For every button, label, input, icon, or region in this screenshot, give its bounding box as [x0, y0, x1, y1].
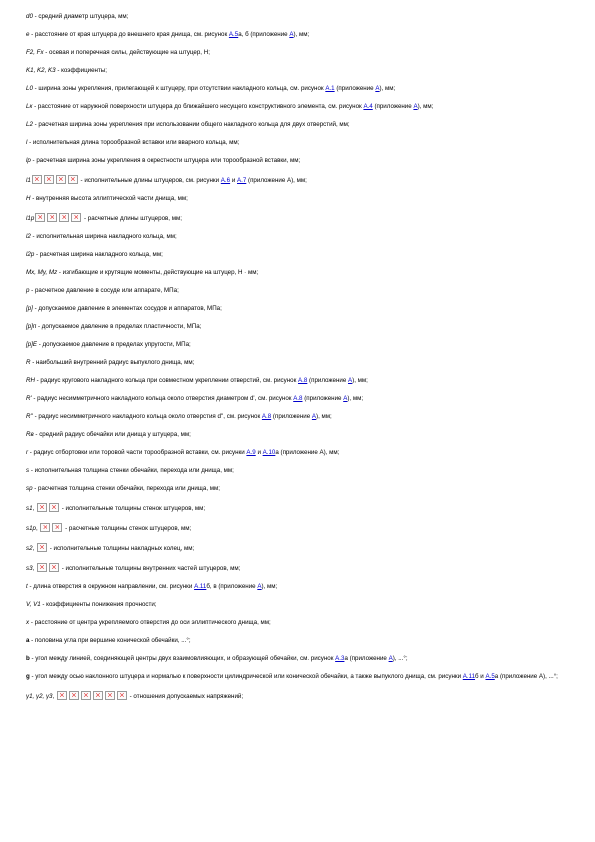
broken-image-icon — [71, 213, 81, 222]
symbol: V, V1 — [26, 601, 41, 608]
symbol: Mx, My, Mz — [26, 269, 58, 276]
symbol: L2 — [26, 121, 33, 128]
def-lp — [26, 157, 574, 165]
figure-link[interactable]: А.7 — [237, 177, 247, 184]
definition-text: - расчетная ширина накладного кольца, мм; — [34, 251, 163, 258]
broken-image-icon — [47, 213, 57, 222]
def-forces — [26, 49, 574, 57]
broken-image-icon — [32, 175, 42, 184]
def-l2 — [26, 121, 574, 129]
definition-text: - средний диаметр штуцера, мм; — [32, 13, 129, 20]
symbol: L0 — [26, 85, 33, 92]
symbol: d0 — [26, 13, 33, 20]
broken-image-icon — [57, 691, 67, 700]
definition-text: - расчетная толщина стенки обечайки, перехода или днища, мм; — [32, 485, 221, 492]
definition-text: - радиус отбортовки или торовой части торообразной вставки, см. рисунки — [28, 449, 247, 456]
def-k — [26, 67, 574, 75]
appendix-link[interactable]: А — [348, 377, 353, 384]
def-r1 — [26, 395, 574, 403]
figure-link[interactable]: А.1 — [325, 85, 335, 92]
broken-image-icon — [105, 691, 115, 700]
figure-link[interactable]: А.8 — [298, 377, 308, 384]
def-s3: s3, - исполнительные толщины внутренних частей штуцеров, мм; — [26, 565, 241, 572]
definition-text: - исполнительная длина торообразной вставки или вварного кольца, мм; — [27, 139, 240, 146]
def-l1p — [26, 213, 574, 223]
definition-text: - коэффициенты; — [55, 67, 107, 74]
broken-image-icon — [59, 213, 69, 222]
def-v — [26, 601, 574, 609]
def-gamma-ratios: γ1, γ2, γ3, - отношения допускаемых напряжений; — [26, 693, 244, 700]
definition-text: - исполнительные толщины накладных колец, мм; — [48, 545, 195, 552]
definition-text: - расчетное давление в сосуде или аппарате, МПа; — [29, 287, 179, 294]
symbol: R'' — [26, 413, 33, 420]
symbol: l2 — [26, 233, 31, 240]
definition-text: - половина угла при вершине конической обечайки, ...°; — [29, 637, 191, 644]
symbol: sр — [26, 485, 33, 492]
definition-text: ), ...°; — [392, 655, 408, 662]
symbol: R' — [26, 395, 32, 402]
symbol: s2 — [26, 545, 33, 552]
definition-text: (приложение — [302, 395, 344, 402]
definition-text: б, в (приложение — [206, 583, 258, 590]
definition-text: - изгибающие и крутящие моменты, действующие на штуцер, Н · мм; — [57, 269, 259, 276]
definition-text: ), мм; — [261, 583, 278, 590]
symbol: l2р — [26, 251, 35, 258]
figure-link[interactable]: А.3 — [335, 655, 345, 662]
symbol: Rв — [26, 431, 34, 438]
broken-image-icon — [117, 691, 127, 700]
def-x — [26, 619, 574, 627]
def-p-elast — [26, 341, 574, 349]
symbol: F2, Fx — [26, 49, 44, 56]
definition-text: (приложение — [334, 85, 376, 92]
figure-link[interactable]: А.8 — [261, 413, 272, 420]
definition-text: - средний радиус обечайки или днища у штуцера, мм; — [33, 431, 191, 438]
definition-text: - расчетная ширина зоны укрепления в окрестности штуцера или торообразной вставки, мм; — [30, 157, 301, 164]
broken-image-icon — [35, 213, 45, 222]
symbol: H — [26, 195, 31, 202]
definition-text: (приложение — [307, 377, 349, 384]
definition-text: и — [255, 449, 263, 456]
definition-text: ), мм; — [347, 395, 364, 402]
def-l0 — [26, 85, 574, 93]
definition-text: а (приложение А), ...°; — [494, 673, 558, 680]
appendix-link[interactable]: А — [257, 583, 262, 590]
definition-text: ), мм; — [417, 103, 434, 110]
definition-text: - угол между линией, соединяющей центры двух взаимовлияющих, и образующей обечайки, см. рисунок — [29, 655, 336, 662]
symbol: t — [26, 583, 28, 590]
symbol: x — [26, 619, 30, 626]
symbol: lр — [26, 157, 31, 164]
definition-text: - осевая и поперечная силы, действующие на штуцер, Н; — [43, 49, 210, 56]
symbol: l1р — [26, 215, 35, 222]
definition-text: - угол между осью наклонного штуцера и нормалью к поверхности цилиндрической или конической обечайки, а также выпуклого днища, см. рисунки — [29, 673, 463, 680]
appendix-link[interactable]: А — [388, 655, 393, 662]
figure-link[interactable]: А.11 — [462, 673, 476, 680]
symbol: s — [26, 467, 30, 474]
def-r — [26, 449, 574, 457]
symbol: r — [26, 449, 29, 456]
definition-text: - допускаемое давление в элементах сосудов и аппаратов, МПа; — [32, 305, 222, 312]
symbol: a — [26, 637, 30, 644]
symbol: g — [26, 673, 30, 680]
broken-image-icon — [37, 503, 47, 512]
definition-text: ), мм; — [293, 31, 310, 38]
appendix-link[interactable]: А — [375, 85, 380, 92]
def-s1: s1, - исполнительные толщины стенок штуцеров, мм; — [26, 505, 206, 512]
definition-text: - допускаемое давление в пределах пластичности, МПа; — [36, 323, 202, 330]
figure-link[interactable]: А.5 — [485, 673, 495, 680]
def-s1p: s1р, - расчетные толщины стенок штуцеров, мм; — [26, 525, 192, 532]
definition-text: - радиус несимметричного накладного кольца около отверстия диаметром d', см. рисунок — [31, 395, 294, 402]
def-l — [26, 139, 574, 147]
def-l2p — [26, 251, 574, 259]
figure-link[interactable]: А.5 — [228, 31, 239, 38]
definition-text: - расчетная ширина зоны укрепления при использовании общего накладного кольца для двух отверстий, мм; — [32, 121, 350, 128]
definition-text: а, б (приложение — [238, 31, 290, 38]
figure-link[interactable]: А.9 — [246, 449, 256, 456]
def-t — [26, 583, 574, 591]
broken-image-icon — [69, 691, 79, 700]
def-l1 — [26, 175, 574, 185]
definition-text: - исполнительные толщины внутренних частей штуцеров, мм; — [60, 565, 241, 572]
symbol: s1 — [26, 505, 33, 512]
broken-image-icon — [44, 175, 54, 184]
symbol: R — [26, 359, 31, 366]
definition-text: (приложение — [271, 413, 312, 420]
definition-text: - исполнительная толщина стенки обечайки, перехода или днища, мм; — [29, 467, 234, 474]
figure-link[interactable]: А.8 — [293, 395, 303, 402]
def-alpha — [26, 637, 574, 645]
definition-text: - радиус кругового накладного кольца при совместном укреплении отверстий, см. рисунок — [34, 377, 299, 384]
def-lk — [26, 103, 574, 111]
definition-text: (приложение А), мм; — [246, 177, 307, 184]
def-d0 — [26, 13, 574, 21]
broken-image-icon — [93, 691, 103, 700]
definition-text: ), мм; — [352, 377, 368, 384]
appendix-link[interactable]: А — [289, 31, 294, 38]
figure-link[interactable]: А.6 — [220, 177, 231, 184]
definition-text: - исполнительные длины штуцеров, см. рисунки — [78, 177, 221, 184]
def-beta — [26, 655, 574, 663]
symbol: e — [26, 31, 30, 38]
def-r-max — [26, 359, 574, 367]
definition-text: б и — [475, 673, 486, 680]
def-s2: s2, - исполнительные толщины накладных колец, мм; — [26, 545, 195, 552]
broken-image-icon — [37, 543, 47, 552]
definition-text: - расчетные длины штуцеров, мм; — [82, 215, 182, 222]
definition-text: и — [230, 177, 237, 184]
symbol: RН — [26, 377, 35, 384]
figure-link[interactable]: А.4 — [363, 103, 373, 110]
definition-text: - коэффициенты понижения прочности; — [40, 601, 157, 608]
def-rh — [26, 377, 574, 385]
broken-image-icon — [49, 563, 59, 572]
appendix-link[interactable]: А — [311, 413, 317, 420]
broken-image-icon — [40, 523, 50, 532]
definition-text: - исполнительные толщины стенок штуцеров, мм; — [60, 505, 206, 512]
document-page — [26, 13, 574, 701]
broken-image-icon — [81, 691, 91, 700]
definition-text: - ширина зоны укрепления, прилегающей к штуцеру, при отсутствии накладного кольца, см. рисунок — [32, 85, 326, 92]
def-r2 — [26, 413, 574, 421]
broken-image-icon — [49, 503, 59, 512]
symbol: s3 — [26, 565, 33, 572]
definition-text: - расстояние от центра укрепляемого отверстия до оси эллиптического днища, мм; — [29, 619, 271, 626]
def-p — [26, 287, 574, 295]
figure-link[interactable]: А.10 — [262, 449, 276, 456]
symbol: [p]п — [26, 323, 37, 330]
figure-link[interactable]: А.11 — [194, 583, 207, 590]
def-e — [26, 31, 574, 39]
symbol: [p]E — [26, 341, 38, 348]
symbol: K1, K2, K3 — [26, 67, 56, 74]
symbol: b — [26, 655, 30, 662]
definition-text: - радиус несимметричного накладного кольца около отверстия d'', см. рисунок — [32, 413, 262, 420]
definition-text: - расстояние от края штуцера до внешнего края днища, см. рисунок — [29, 31, 229, 38]
broken-image-icon — [56, 175, 66, 184]
broken-image-icon — [52, 523, 62, 532]
appendix-link[interactable]: А — [413, 103, 418, 110]
definition-text: - длина отверстия в окружном направлении, см. рисунки — [27, 583, 195, 590]
def-h — [26, 195, 574, 203]
symbol: Lк — [26, 103, 33, 110]
definition-text: - расстояние от наружной поверхности штуцера до ближайшего несущего конструктивного элемента, см. рисунок — [32, 103, 364, 110]
definition-text: ), мм; — [379, 85, 396, 92]
def-s — [26, 467, 574, 475]
definition-text: - исполнительная ширина накладного кольца, мм; — [30, 233, 177, 240]
def-p-plast — [26, 323, 574, 331]
definition-text: - расчетные толщины стенок штуцеров, мм; — [63, 525, 192, 532]
definition-text: - отношения допускаемых напряжений; — [127, 693, 244, 700]
def-rb — [26, 431, 574, 439]
definition-text: а (приложение А), мм; — [275, 449, 340, 456]
definition-text: - внутренняя высота эллиптической части днища, мм; — [30, 195, 188, 202]
def-sp — [26, 485, 574, 493]
definition-text: ), мм; — [316, 413, 332, 420]
broken-image-icon — [68, 175, 78, 184]
symbol: p — [26, 287, 30, 294]
def-moments — [26, 269, 574, 277]
definition-text: - наибольший внутренний радиус выпуклого днища, мм; — [30, 359, 195, 366]
definition-text: - допускаемое давление в пределах упругости, МПа; — [37, 341, 191, 348]
definition-text: а (приложение — [344, 655, 389, 662]
symbol: l1 — [26, 177, 31, 184]
broken-image-icon — [37, 563, 47, 572]
definition-text: (приложение — [372, 103, 414, 110]
appendix-link[interactable]: А — [343, 395, 348, 402]
def-l2i — [26, 233, 574, 241]
symbol: l — [26, 139, 28, 146]
symbol: [p] — [26, 305, 33, 312]
symbol: s1р — [26, 525, 36, 532]
symbol: γ1, γ2, γ3 — [26, 693, 53, 700]
def-gamma — [26, 673, 574, 681]
def-p-allow — [26, 305, 574, 313]
